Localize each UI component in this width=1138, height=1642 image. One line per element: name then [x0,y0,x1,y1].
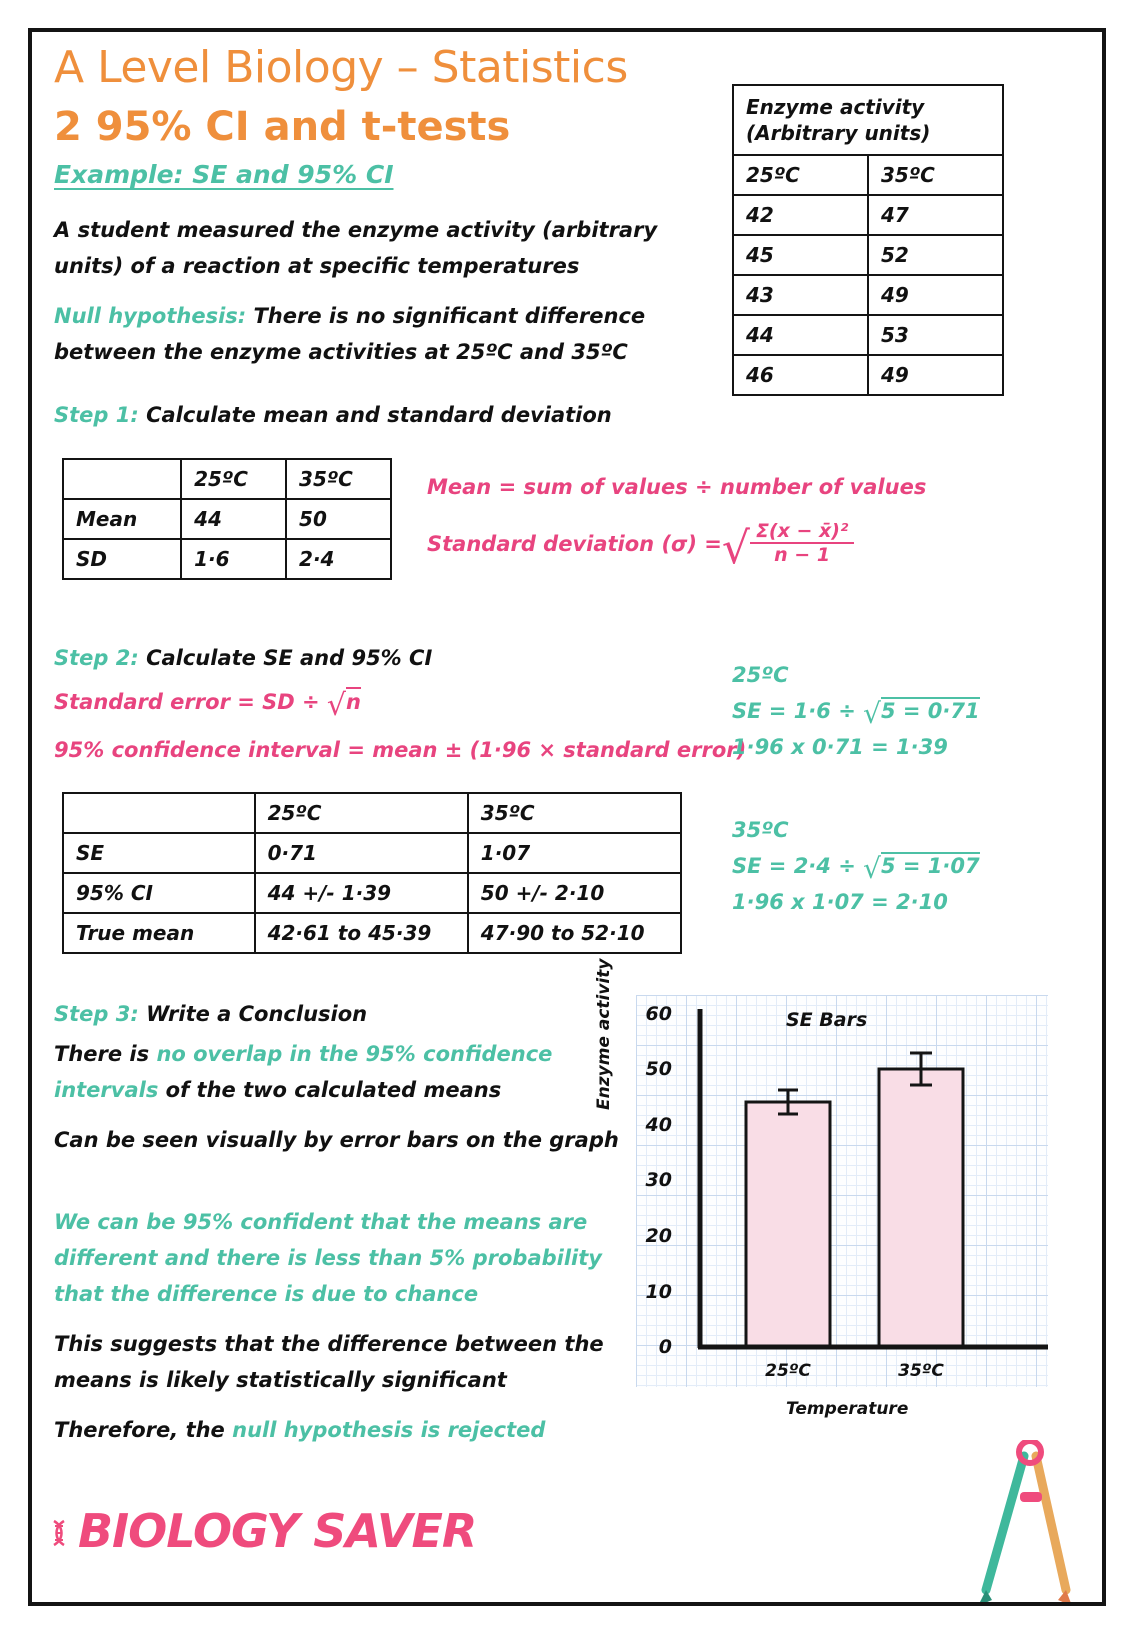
sqrt-icon: √ [863,852,881,885]
x-tick-25c: 25ºC [765,1361,811,1381]
column-header-25c: 25ºC [181,459,286,499]
conclusion-5 [54,1412,634,1448]
formula-standard-error [54,687,361,723]
column-header-25c: 25ºC [733,155,868,195]
step2-se-ci-table [62,792,682,954]
calc-25c-line1 [732,693,1052,729]
table-caption-line1: Enzyme activity [746,95,925,119]
cell-25c: 44 [733,315,868,355]
conclusion-3-line2: different and there is less than 5% probability [54,1246,602,1270]
conclusion-5-a: Therefore, the [54,1418,233,1442]
y-tick-50: 50 [645,1058,672,1080]
table-caption [733,85,1003,155]
step2-heading: Calculate SE and 95% CI [138,646,433,670]
table-row [63,539,391,579]
null-hypothesis-paragraph [54,298,674,370]
page-title-line2: 2 95% CI and t-tests [54,104,511,150]
column-header-35c: 35ºC [868,155,1003,195]
conclusion-3 [54,1204,634,1312]
cell-35c: 53 [868,315,1003,355]
cell-35c: 49 [868,355,1003,395]
corner-cell [63,793,255,833]
intro-line-1: A student measured the enzyme activity (arbitrary [54,218,658,242]
dna-icon [50,1518,80,1548]
step1-label: Step 1: [54,403,139,427]
cell-mean-25c: 44 [181,499,286,539]
sqrt-icon: √ [326,688,347,723]
chart-x-axis-label: Temperature [786,1399,909,1419]
y-tick-20: 20 [645,1225,672,1247]
formula-standard-deviation [427,520,854,574]
cell-25c: 42 [733,195,868,235]
cell-35c: 49 [868,275,1003,315]
formula-se-n: n [346,687,361,714]
calc-25c-title: 25ºC [732,663,789,687]
table-row-header [733,155,1003,195]
formula-sd-denominator: n − 1 [774,544,831,566]
conclusion-1 [54,1036,634,1108]
cell-true-mean-25c: 42·61 to 45·39 [255,913,468,953]
conclusion-1-line1 [54,1036,634,1072]
enzyme-activity-table [732,84,1004,396]
cell-sd-35c: 2·4 [286,539,391,579]
conclusion-2: Can be seen visually by error bars on the graph [54,1128,619,1152]
chart-title: SE Bars [786,1009,868,1031]
calc-35c-block [732,812,1052,920]
formula-confidence-interval: 95% confidence interval = mean ± (1·96 × standard error) [54,738,747,762]
table-row [733,235,1003,275]
row-label-se: SE [63,833,255,873]
conclusion-4-line2: means is likely statistically significant [54,1368,507,1392]
calc-35c-line1 [732,848,1052,884]
cell-25c: 43 [733,275,868,315]
conclusion-3-line1: We can be 95% confident that the means are [54,1210,588,1234]
table-caption-line2: (Arbitrary units) [746,121,931,145]
calc-25c-line1-b: 5 = 0·71 [880,699,980,723]
cell-mean-35c: 50 [286,499,391,539]
table-row [733,195,1003,235]
cell-se-25c: 0·71 [255,833,468,873]
formula-sd-label: Standard deviation (σ) = [427,532,722,556]
table-row [733,355,1003,395]
calc-35c-line2: 1·96 x 1·07 = 2·10 [732,890,948,914]
row-label-true-mean: True mean [63,913,255,953]
formula-se-text: Standard error = SD ÷ [54,690,327,714]
table-row [733,315,1003,355]
column-header-35c: 35ºC [468,793,681,833]
sqrt-icon: √ [863,697,881,730]
chart-y-axis-label: Enzyme activity [594,958,614,1110]
cell-35c: 52 [868,235,1003,275]
table-row-caption [733,85,1003,155]
bar-35c [879,1069,963,1347]
cell-ci-35c: 50 +/- 2·10 [468,873,681,913]
calc-25c-block [732,657,1052,765]
table-row [63,499,391,539]
conclusion-1-line2 [54,1072,634,1108]
table-row [63,873,681,913]
table-row-header [63,459,391,499]
cell-25c: 45 [733,235,868,275]
conclusion-1-green-2: intervals [54,1078,159,1102]
table-row [63,913,681,953]
y-tick-0: 0 [658,1336,672,1358]
y-tick-60: 60 [645,1003,672,1025]
row-label-ci: 95% CI [63,873,255,913]
conclusion-1-green: no overlap in the 95% confidence [156,1042,553,1066]
cell-25c: 46 [733,355,868,395]
null-hypothesis-line-2: between the enzyme activities at 25ºC and 35ºC [54,340,628,364]
conclusion-4-line1: This suggests that the difference between the [54,1332,604,1356]
intro-line-2: units) of a reaction at specific temperatures [54,254,580,278]
step2-label: Step 2: [54,646,139,670]
row-label-mean: Mean [63,499,181,539]
calc-35c-title: 35ºC [732,818,789,842]
example-heading: Example: SE and 95% CI [54,160,394,189]
null-hypothesis-label: Null hypothesis: [54,304,247,328]
null-hypothesis-line-1 [54,298,674,334]
step1-heading: Calculate mean and standard deviation [138,403,612,427]
x-tick-35c: 35ºC [898,1361,944,1381]
page-title-line1: A Level Biology – Statistics [54,42,628,93]
row-label-sd: SD [63,539,181,579]
null-hypothesis-text-a: There is no significant difference [246,304,646,328]
brand-logo: BIOLOGY SAVER [78,1504,477,1558]
table-row [733,275,1003,315]
table-row [63,833,681,873]
conclusion-1-a: There is [54,1042,157,1066]
chart-plot [636,995,1048,1387]
cell-ci-25c: 44 +/- 1·39 [255,873,468,913]
step3-heading-row [54,996,634,1032]
step2-heading-row [54,640,714,676]
sqrt-icon: √ $\frac{\text{Σ(x − x̄)²}}{n - 1}$ [722,522,854,568]
column-header-35c: 35ºC [286,459,391,499]
corner-cell [63,459,181,499]
step3-label: Step 3: [54,1002,139,1026]
step1-mean-sd-table [62,458,392,580]
conclusion-1-b: of the two calculated means [158,1078,502,1102]
y-tick-30: 30 [645,1169,672,1191]
step3-heading: Write a Conclusion [138,1002,368,1026]
se-bars-chart [594,958,1048,1419]
y-tick-40: 40 [645,1114,672,1136]
formula-mean: Mean = sum of values ÷ number of values [427,475,927,499]
compass-icon [962,1440,1092,1606]
calc-25c-line2: 1·96 x 0·71 = 1·39 [732,735,948,759]
step1-heading-row [54,397,694,433]
cell-35c: 47 [868,195,1003,235]
cell-sd-25c: 1·6 [181,539,286,579]
bar-25c [746,1102,830,1347]
cell-se-35c: 1·07 [468,833,681,873]
formula-sd-numerator: Σ(x − x̄)² [750,520,854,544]
y-tick-10: 10 [645,1281,672,1303]
conclusion-4 [54,1326,634,1398]
intro-paragraph [54,212,674,284]
column-header-25c: 25ºC [255,793,468,833]
table-row-header [63,793,681,833]
calc-25c-line1-a: SE = 1·6 ÷ [732,699,864,723]
calc-35c-line1-a: SE = 2·4 ÷ [732,854,864,878]
conclusion-3-line3: that the difference is due to chance [54,1282,479,1306]
calc-35c-line1-b: 5 = 1·07 [880,854,980,878]
conclusion-5-green: null hypothesis is rejected [232,1418,546,1442]
worksheet-page [28,28,1106,1606]
cell-true-mean-35c: 47·90 to 52·10 [468,913,681,953]
